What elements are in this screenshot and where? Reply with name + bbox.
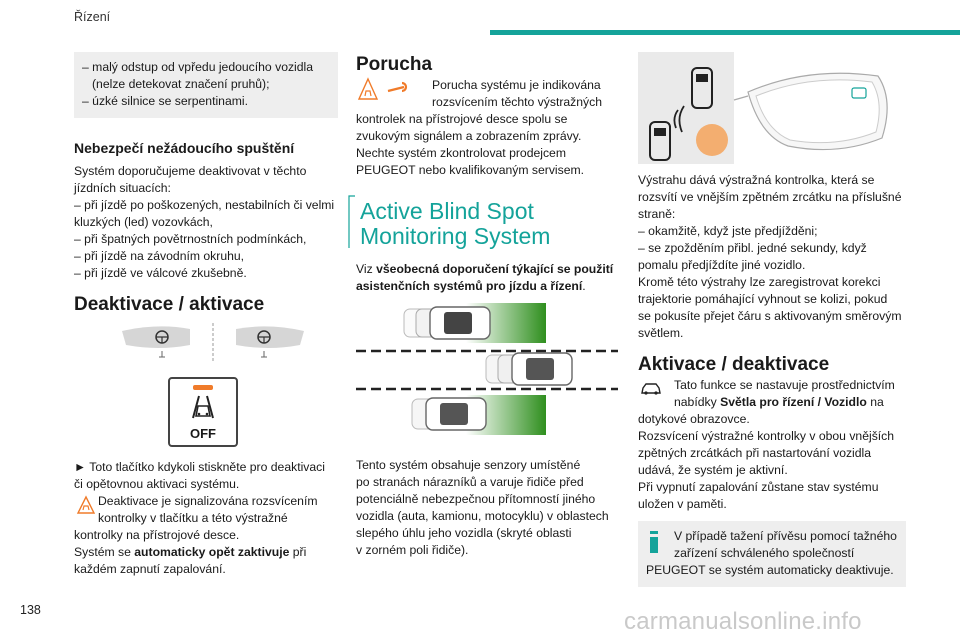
column-1 (74, 52, 338, 578)
conditions-line: (nelze detekovat značení pruhů); (92, 77, 270, 91)
own-car-icon (486, 353, 572, 385)
activation-line: dotykové obrazovce. (638, 412, 750, 426)
danger-line: jízdních situacích: (74, 181, 171, 195)
column-3 (638, 52, 906, 587)
door-mirror-icon (734, 73, 887, 149)
conditions-line: – malý odstup od vpředu jedoucího vozidla (82, 60, 314, 74)
system-desc-line: Tento systém obsahuje senzory umístěné (356, 458, 581, 472)
column-2 (356, 52, 618, 559)
danger-line: – při jízdě na závodním okruhu, (74, 249, 245, 263)
danger-heading: Nebezpečí nežádoucího spuštění (74, 140, 295, 156)
activation-line: udává, že systém je aktivní. (638, 463, 788, 477)
activation-line: uložen v paměti. (638, 497, 727, 511)
towing-info-line: zařízení schváleného společností (674, 546, 855, 560)
warning-desc-line: – okamžitě, když jste předjížděni; (638, 224, 818, 238)
fault-note (356, 77, 618, 111)
right-mirror-icon (236, 326, 304, 357)
warning-lamp-icon (76, 495, 96, 515)
activation-line: Rozsvícení výstražné kontrolky v obou vnějších (638, 429, 895, 443)
warning-lamp-icon (358, 77, 410, 103)
danger-line: – při jízdě po poškozených, nestabilních či velmi (74, 198, 335, 212)
towing-info-line: PEUGEOT se systém automaticky deaktivuje. (646, 563, 894, 577)
off-button[interactable] (168, 377, 238, 447)
activation-line: nabídky Světla pro řízení / Vozidlo na (674, 395, 884, 409)
fault-line: Porucha systému je indikována (432, 78, 601, 92)
lane-departure-icon (185, 394, 221, 420)
system-desc-line: v zorném poli řidiče). (356, 543, 469, 557)
section-title: Řízení (74, 10, 111, 24)
activation-line: zpětných zrcátkách při nastartování vozidla (638, 446, 872, 460)
activation-line: Tato funkce se nastavuje prostřednictvím (674, 378, 895, 392)
warning-desc-line: Kromě této výstrahy lze zaregistrovat korekci (638, 275, 881, 289)
activation-note (638, 377, 906, 411)
blind-spot-diagram (356, 301, 618, 441)
auto-reactivation-text: Systém se automaticky opět zaktivuje při (74, 545, 307, 559)
warning-desc-line: světlem. (638, 326, 684, 340)
reference-text: Viz všeobecná doporučení týkající se použití (356, 262, 614, 276)
info-icon (648, 531, 660, 553)
blind-spot-warning-glow (696, 124, 728, 156)
warning-line: Deaktivace je signalizována rozsvícením (98, 494, 318, 508)
button-off-label: OFF (190, 426, 216, 441)
fault-line: Nechte systém zkontrolovat prodejcem (356, 146, 566, 160)
fault-heading: Porucha (356, 54, 433, 75)
conditions-box (74, 52, 338, 118)
warning-desc-line: straně: (638, 207, 676, 221)
reference-text: asistenčních systémů pro jízdu a řízení. (356, 279, 586, 293)
press-text: ► Toto tlačítko kdykoli stiskněte pro deaktivaci (74, 460, 325, 474)
warning-cont: kontrolky na přístrojové desce. (74, 528, 240, 542)
warning-desc-line: Výstrahu dává výstražná kontrolka, která se (638, 173, 875, 187)
system-desc-line: po stranách nárazníků a varuje řidiče před (356, 475, 584, 489)
header-accent-bar (490, 30, 960, 35)
title-bracket (348, 195, 356, 249)
warning-note (74, 493, 338, 527)
deactivation-heading: Deaktivace / aktivace (74, 294, 265, 315)
adjacent-car-icon (412, 398, 486, 430)
system-desc-line: vozidla (auta, kamionu, motocyklu) v oblastech (356, 509, 609, 523)
fault-line: rozsvícením těchto výstražných (432, 95, 603, 109)
warning-desc-line: pomalu předjíždíte jiné vozidlo. (638, 258, 806, 272)
mirror-warning-illustration (638, 52, 900, 164)
left-mirror-icon (122, 326, 190, 357)
danger-line: – při špatných povětrnostních podmínkách, (74, 232, 307, 246)
press-text: či opětovnou aktivaci systému. (74, 477, 240, 491)
danger-line: Systém doporučujeme deaktivovat v těchto (74, 164, 307, 178)
mirror-illustration (118, 321, 308, 363)
auto-reactivation-text: každém zapnutí zapalování. (74, 562, 226, 576)
danger-line: – při jízdě ve válcové zkušebně. (74, 266, 247, 280)
system-desc-line: potenciálně nebezpečnou přítomností jiného (356, 492, 596, 506)
system-desc-line: slepého úhlu jeho vozidla (skryté oblasti (356, 526, 572, 540)
watermark: carmanualsonline.info (624, 608, 862, 635)
fault-line: zvukovým signálem a zobrazením zprávy. (356, 129, 582, 143)
activation-line: Při vypnutí zapalování zůstane stav systému (638, 480, 879, 494)
page-number: 138 (20, 603, 41, 617)
section-title-abs: Active Blind Spot Monitoring System (356, 199, 618, 249)
towing-info-line: V případě tažení přívěsu pomocí tažného (674, 529, 897, 543)
warning-line: kontrolky v tlačítku a této výstražné (98, 511, 288, 525)
warning-desc-line: trajektorie pomáhající vyhnout se kolizi, pokud (638, 292, 888, 306)
fault-line: kontrolek na přístrojové desce spolu se (356, 112, 568, 126)
button-indicator-led (193, 385, 213, 390)
conditions-line: – úzké silnice se serpentinami. (82, 94, 248, 108)
overtaking-car-icon (404, 307, 490, 339)
fault-line: PEUGEOT nebo kvalifikovaným servisem. (356, 163, 585, 177)
warning-desc-line: se pokusíte přejet čáru s aktivovaným směrovým (638, 309, 902, 323)
danger-line: kluzkých (led) vozovkách, (74, 215, 213, 229)
activation-heading: Aktivace / deaktivace (638, 354, 830, 375)
warning-desc-line: rozsvítí ve vnějším zpětném zrcátku na příslušné (638, 190, 902, 204)
car-settings-icon (640, 381, 662, 397)
towing-info-box (638, 521, 906, 587)
warning-desc-line: – se zpožděním přibl. jedné sekundy, když (638, 241, 867, 255)
